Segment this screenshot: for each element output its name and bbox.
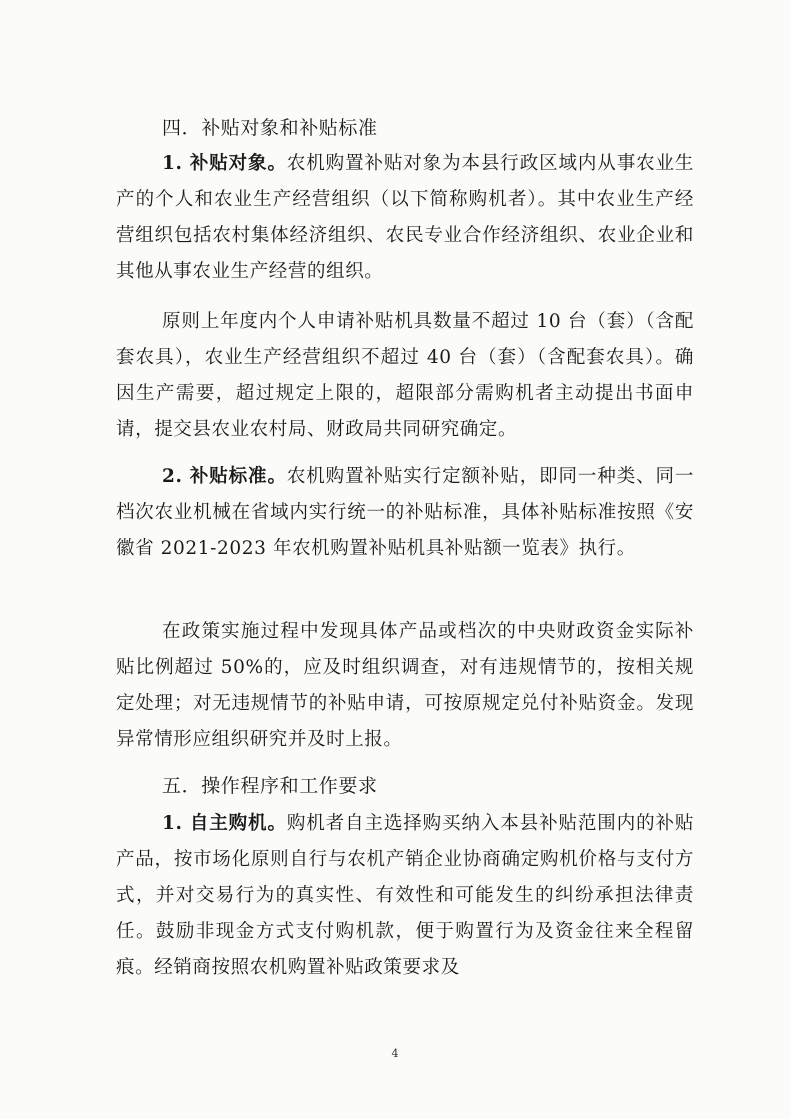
section-4-paragraph-2: 原则上年度内个人申请补贴机具数量不超过 10 台（套）（含配套农具），农业生产经营组织不超过 40 台（套）（含配套农具）。确因生产需要，超过规定上限的，超限部分需购机者主动提出书面申请，提交县农业农村局、财政局共同研究确定。 xyxy=(116,311,694,440)
section-4-heading: 四．补贴对象和补贴标准 xyxy=(162,117,378,139)
section-5-paragraph-1-lead: 1. 自主购机。 xyxy=(162,813,287,834)
section-5-paragraph-1-text: 购机者自主选择购买纳入本县补贴范围内的补贴产品，按市场化原则自行与农机产销企业协商确定购机价格与支付方式，并对交易行为的真实性、有效性和可能发生的纠纷承担法律责任。鼓励非现金方式支付购机款，便于购置行为及资金往来全程留痕。经销商按照农机购置补贴政策要求及 xyxy=(116,813,694,978)
page-number: 4 xyxy=(391,1047,399,1060)
section-4-paragraph-3-text: 农机购置补贴实行定额补贴，即同一种类、同一档次农业机械在省域内实行统一的补贴标准，具体补贴标准按照《安徽省 2021-2023 年农机购置补贴机具补贴额一览表》执行。 xyxy=(116,466,694,559)
section-4-paragraph-1-lead: 1. 补贴对象。 xyxy=(162,153,287,174)
section-4-paragraph-3-lead: 2. 补贴标准。 xyxy=(162,466,287,487)
section-4-paragraph-1-text: 农机购置补贴对象为本县行政区域内从事农业生产的个人和农业生产经营组织（以下简称购机者）。其中农业生产经营组织包括农村集体经济组织、农民专业合作经济组织、农业企业和其他从事农业生产经营的组织。 xyxy=(116,153,694,282)
section-5-heading: 五．操作程序和工作要求 xyxy=(162,775,378,797)
section-4-paragraph-4: 在政策实施过程中发现具体产品或档次的中央财政资金实际补贴比例超过 50%的，应及时组织调查，对有违规情节的，按相关规定处理；对无违规情节的补贴申请，可按原规定兑付补贴资金。发现异常情形应组织研究并及时上报。 xyxy=(116,621,694,750)
section-4-paragraph-3 xyxy=(116,459,694,567)
section-4-paragraph-1 xyxy=(116,146,694,290)
section-5-paragraph-1 xyxy=(116,806,694,986)
